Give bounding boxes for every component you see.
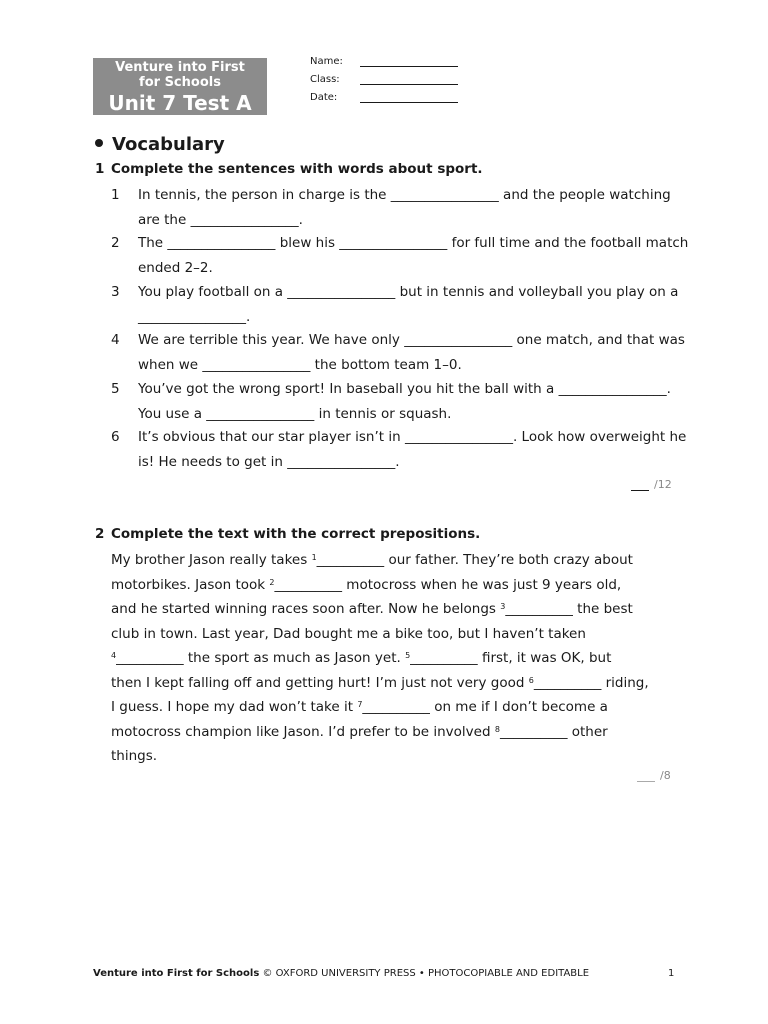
task1-item-6 [111,425,691,474]
score-blank[interactable] [637,772,655,782]
task1-item-2 [111,231,691,280]
line-text: __________ motocross when he was just 9 years old, [274,576,622,593]
gap-number: 4 [111,651,117,660]
gap-number: 5 [405,651,411,660]
task1-number: 1 [95,161,105,177]
footer-copyright: © OXFORD UNIVERSITY PRESS • PHOTOCOPIABLE AND EDITABLE [259,968,590,979]
line-text: and he started winning races soon after. Now he belongs [111,601,501,617]
page-number: 1 [668,968,675,979]
line-text: then I kept falling off and getting hurt! I’m just not very good [111,674,529,691]
task1-item-5 [111,377,691,426]
task1-instruction: Complete the sentences with words about sport. [111,161,483,177]
line-text: __________ our father. They’re both crazy about [316,552,633,568]
class-field[interactable] [310,74,458,85]
gap-number: 8 [494,724,500,734]
item-text: We are terrible this year. We have only ________________ one match, and that was when we ________________ the bottom team 1–0. [138,332,685,373]
text-line [111,548,691,573]
gap-number: 3 [500,602,506,611]
name-field[interactable] [310,56,458,67]
score-total: /12 [654,478,672,491]
line-text: club in town. Last year, Dad bought me a bike too, but I haven’t taken [111,625,586,642]
score-total: /8 [660,769,671,782]
task2-instruction: Complete the text with the correct prepositions. [111,526,481,542]
footer-brand: Venture into First for Schools [93,968,260,979]
date-label: Date: [310,92,338,103]
text-line [111,622,691,647]
name-line[interactable] [360,57,458,67]
line-text: __________ other [499,723,608,740]
line-text: __________ on me if I don’t become a [362,699,608,715]
item-number: 1 [111,187,120,203]
text-line [111,597,691,622]
task1-heading [95,161,483,177]
task2-heading [95,526,480,542]
line-text: My brother Jason really takes [111,552,312,568]
line-text: motocross champion like Jason. I’d prefer to be involved [111,723,495,740]
task2-number: 2 [95,526,105,542]
gap-number: 2 [269,577,275,587]
item-number: 3 [111,284,120,300]
class-label: Class: [310,74,340,85]
text-line [111,695,691,720]
section-title [95,134,225,155]
date-line[interactable] [360,93,458,103]
task2-text [111,548,691,769]
task1-item-1 [111,183,691,232]
item-text: You play football on a ________________ but in tennis and volleyball you play on a ________________. [138,284,679,325]
item-number: 2 [111,235,120,251]
gap-number: 1 [311,553,317,562]
task1-item-4 [111,328,691,377]
series-title-line2: for Schools [139,75,221,90]
line-text: motorbikes. Jason took [111,576,270,593]
text-line [111,744,691,769]
item-text: It’s obvious that our star player isn’t in ________________. Look how overweight he is! He needs to get in ________________. [138,429,687,470]
class-line[interactable] [360,75,458,85]
section-title-text: Vocabulary [112,134,225,155]
test-title: Unit 7 Test A [108,91,252,115]
score-blank[interactable] [631,481,649,491]
item-number: 6 [111,429,120,445]
task1-item-3 [111,280,691,329]
item-text: You’ve got the wrong sport! In baseball you hit the ball with a ________________. You use a ________________ in tennis or squash. [138,381,671,422]
item-text: In tennis, the person in charge is the ________________ and the people watching are the ________________. [138,187,671,228]
item-number: 5 [111,381,120,397]
text-line [111,646,691,671]
date-field[interactable] [310,92,458,103]
line-text: things. [111,748,158,764]
series-title-line1: Venture into First [115,60,245,75]
item-number: 4 [111,332,120,348]
line-text: __________ the best [505,601,633,617]
name-label: Name: [310,56,343,67]
bullet-icon [95,139,103,147]
line-text: __________ the sport as much as Jason yet. [116,650,406,666]
line-text: I guess. I hope my dad won’t take it [111,699,358,715]
task1-score [631,478,672,491]
line-text: __________ riding, [533,674,649,691]
gap-number: 7 [357,700,363,709]
series-logo [93,58,267,115]
task2-score [637,769,671,782]
line-text: __________ first, it was OK, but [410,650,612,666]
text-line [111,671,691,696]
text-line [111,573,691,598]
item-text: The ________________ blew his ________________ for full time and the football match ended 2–2. [138,235,689,276]
text-line [111,720,691,745]
footer [93,968,589,979]
gap-number: 6 [528,675,534,685]
